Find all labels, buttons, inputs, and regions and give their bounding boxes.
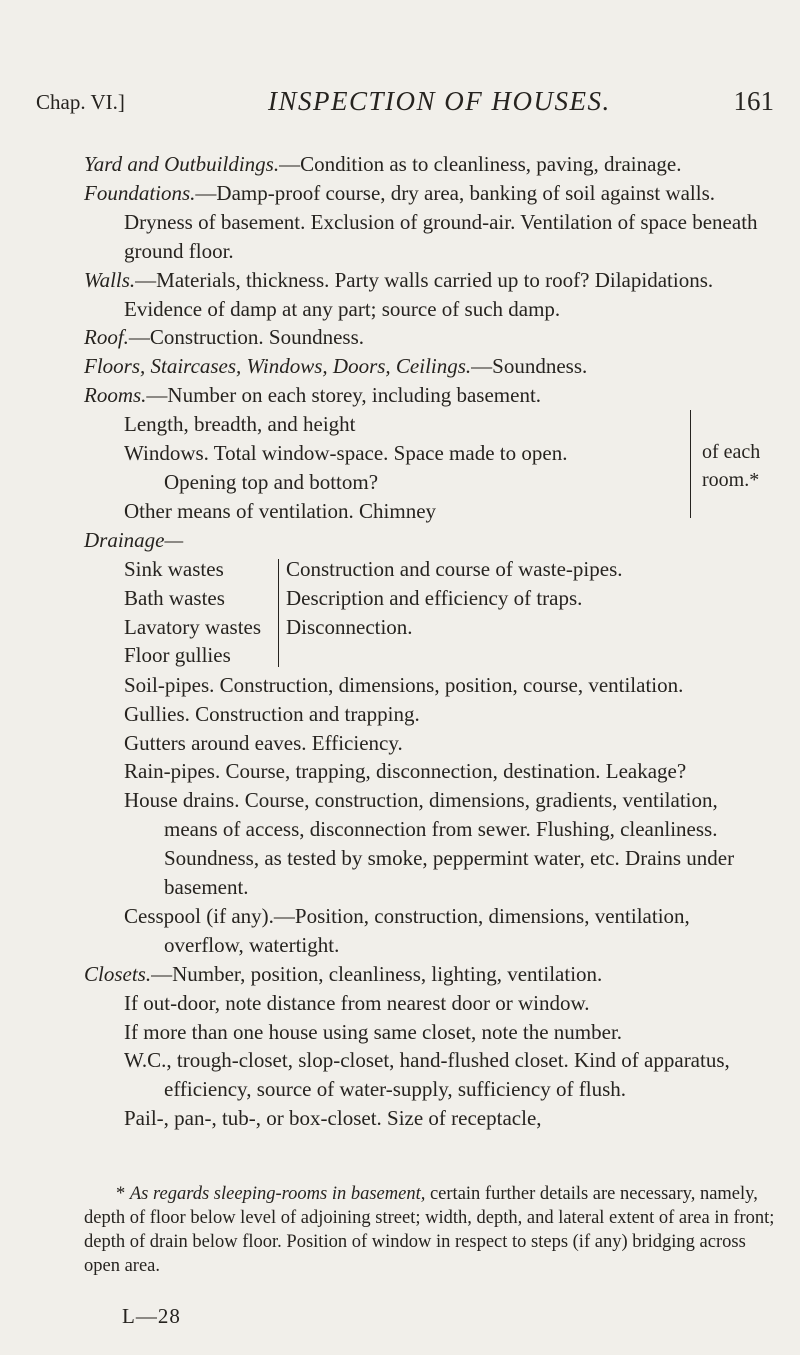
waste-item: Sink wastes: [124, 556, 224, 581]
rooms-row: Length, breadth, and height: [124, 412, 356, 437]
section-heading: Roof.: [84, 325, 129, 350]
section-text: —Number, position, cleanliness, lighting, ventilation.: [151, 961, 603, 986]
waste-note: Construction and course of waste-pipes.: [286, 556, 623, 581]
page-number: 161: [733, 86, 774, 116]
drainage-item: Gutters around eaves. Efficiency.: [124, 730, 403, 755]
wastes-notes: [286, 555, 776, 642]
section-floors: [84, 352, 774, 381]
waste-item: Floor gullies: [124, 643, 231, 668]
section-drainage: [84, 526, 774, 555]
waste-note: Description and efficiency of traps.: [286, 585, 583, 610]
rooms-rows: [124, 410, 594, 526]
footnote-italic: As regards sleeping-rooms in basement,: [129, 1184, 426, 1204]
rooms-brace-label: of each room.*: [702, 441, 761, 492]
drainage-item: House drains. Course, construction, dimensions, gradients, ventilation, means of access, disconnection from sewer. Flushing, cleanliness. Soundness, as tested by smoke, peppermint water, etc. Drains under basement.: [124, 788, 735, 900]
section-text: —Soundness.: [471, 354, 588, 379]
footnote-marker: *: [116, 1184, 130, 1204]
footnote: [84, 1182, 784, 1278]
section-yard: [84, 150, 774, 179]
closet-item: If out-door, note distance from nearest door or window.: [124, 990, 590, 1015]
waste-note: Disconnection.: [286, 614, 413, 639]
section-rooms: [84, 381, 774, 410]
running-header: [36, 86, 786, 120]
drainage-wastes: [124, 555, 774, 671]
footnote-text: [84, 1182, 784, 1278]
section-text: —Damp-proof course, dry area, banking of soil against walls. Dryness of basement. Exclusion of ground-air. Ventilation of space beneath ground floor.: [124, 180, 758, 263]
waste-item: Lavatory wastes: [124, 614, 262, 639]
section-roof: [84, 323, 774, 352]
section-text: —Construction. Soundness.: [128, 325, 365, 350]
section-heading: Closets.: [84, 961, 152, 986]
signature-mark: L—28: [122, 1304, 181, 1328]
section-text: —Condition as to cleanliness, paving, drainage.: [279, 152, 682, 176]
drainage-item: Gullies. Construction and trapping.: [124, 701, 420, 726]
page-body: [84, 150, 774, 1133]
section-closets: [84, 960, 774, 989]
rooms-row: Windows. Total window-space. Space made to open. Opening top and bottom?: [124, 441, 568, 494]
section-heading: Walls.: [84, 267, 136, 292]
section-heading: Foundations.: [84, 180, 196, 205]
closet-item: Pail-, pan-, tub-, or box-closet. Size of receptacle,: [124, 1106, 542, 1131]
closet-item: W.C., trough-closet, slop-closet, hand-flushed closet. Kind of apparatus, efficiency, source of water-supply, sufficiency of flush.: [124, 1048, 730, 1102]
rooms-row: Other means of ventilation. Chimney: [124, 498, 437, 523]
section-heading: Floors, Staircases, Windows, Doors, Ceilings.: [84, 354, 472, 379]
section-text: —Number on each storey, including basement.: [146, 383, 542, 408]
wastes-list: [124, 555, 274, 671]
brace: [690, 410, 701, 518]
section-heading: Drainage—: [84, 527, 184, 552]
running-title: INSPECTION OF HOUSES.: [268, 86, 611, 116]
section-foundations: [84, 179, 774, 266]
rooms-details: [124, 410, 774, 526]
section-heading: Yard and Outbuildings.: [84, 152, 280, 176]
drainage-item: Cesspool (if any).—Position, construction, dimensions, ventilation, overflow, watertight.: [124, 903, 690, 957]
chapter-label: Chap. VI.]: [36, 90, 125, 114]
waste-item: Bath wastes: [124, 585, 225, 610]
section-walls: [84, 266, 774, 324]
closet-item: If more than one house using same closet, note the number.: [124, 1019, 623, 1044]
section-text: —Materials, thickness. Party walls carried up to roof? Dilapidations. Evidence of damp at any part; source of such damp.: [124, 267, 714, 321]
footnote-body: certain further details are necessary, namely, depth of floor below level of adjoining street; width, depth, and lateral extent of area in front; depth of drain below floor. Position of window in respect to steps (if any) bridging across open area.: [84, 1184, 775, 1276]
brace: [270, 559, 279, 667]
drainage-item: Rain-pipes. Course, trapping, disconnection, destination. Leakage?: [124, 759, 687, 784]
section-heading: Rooms.: [84, 383, 147, 408]
drainage-item: Soil-pipes. Construction, dimensions, position, course, ventilation.: [124, 672, 684, 697]
